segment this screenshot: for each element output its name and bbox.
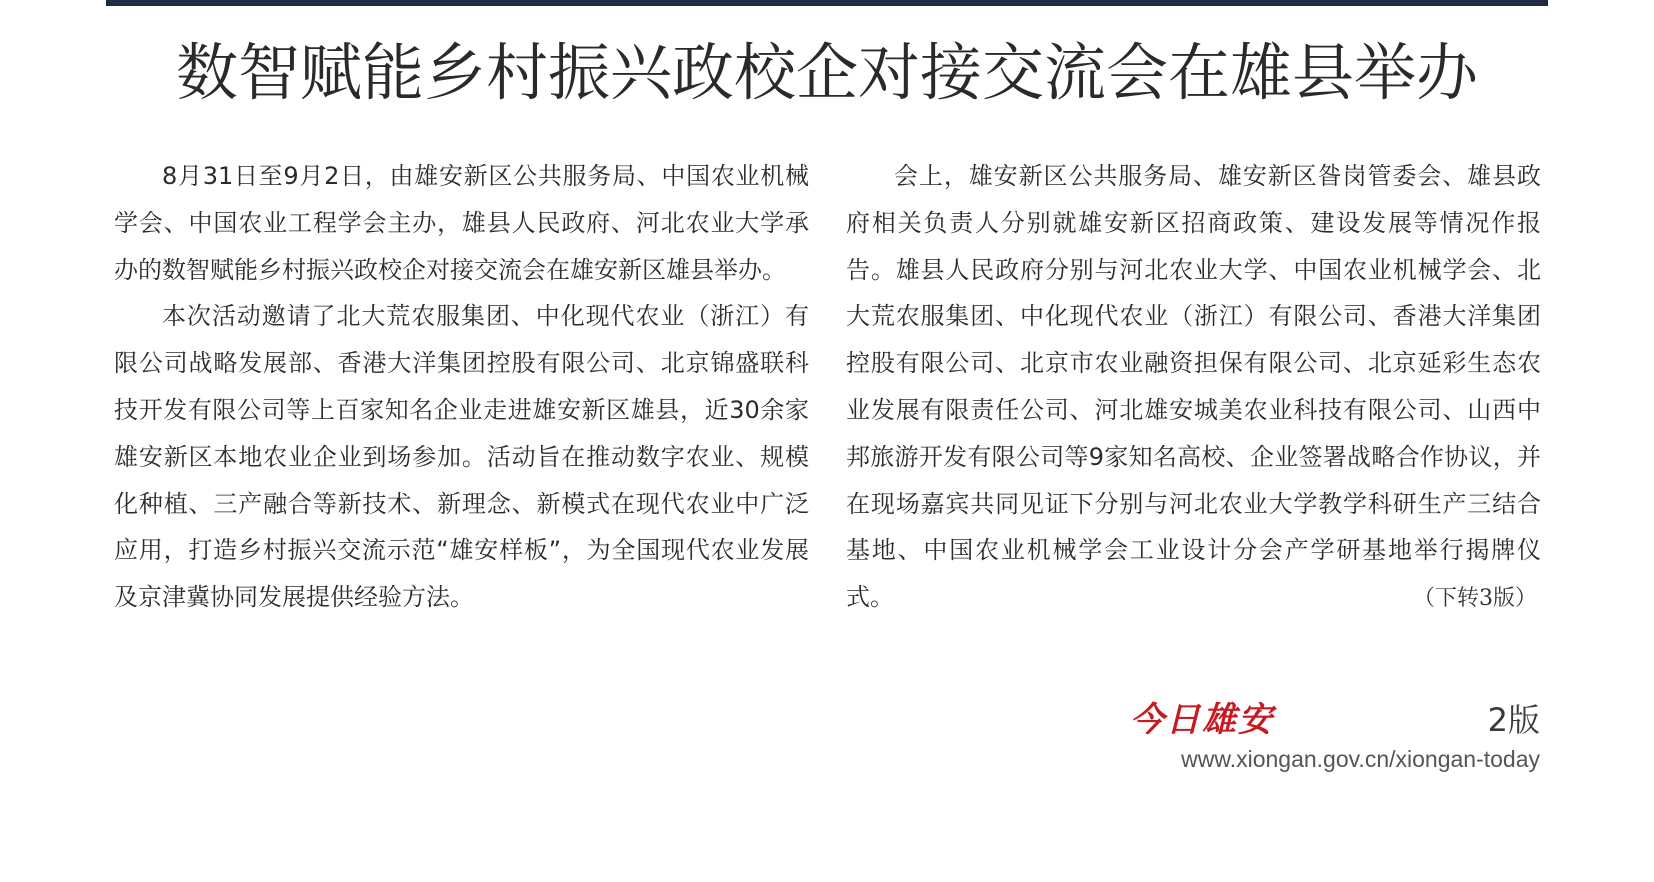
paragraph-1: 8月31日至9月2日，由雄安新区公共服务局、中国农业机械学会、中国农业工程学会主办，雄县人民政府、河北农业大学承办的数智赋能乡村振兴政校企对接交流会在雄安新区雄县举办。	[114, 162, 809, 284]
left-column	[114, 153, 809, 621]
paragraph-3: 会上，雄安新区公共服务局、雄安新区昝岗管委会、雄县政府相关负责人分别就雄安新区招商政策、建设发展等情况作报告。雄县人民政府分别与河北农业大学、中国农业机械学会、北大荒农服集团、中化现代农业（浙江）有限公司、香港大洋集团控股有限公司、北京市农业融资担保有限公司、北京延彩生态农业发展有限责任公司、河北雄安城美农业科技有限公司、山西中邦旅游开发有限公司等9家知名高校、企业签署战略合作协议，并在现场嘉宾共同见证下分别与河北农业大学教学科研生产三结合基地、中国农业机械学会工业设计分会产学研基地举行揭牌仪式。	[846, 162, 1541, 612]
continued-note: （下转3版）	[1413, 585, 1537, 611]
top-rule	[106, 0, 1548, 6]
newspaper-brand: 今日雄安	[1130, 700, 1274, 740]
paragraph-2: 本次活动邀请了北大荒农服集团、中化现代农业（浙江）有限公司战略发展部、香港大洋集团控股有限公司、北京锦盛联科技开发有限公司等上百家知名企业走进雄安新区雄县，近30余家雄安新区本地农业企业到场参加。活动旨在推动数字农业、规模化种植、三产融合等新技术、新理念、新模式在现代农业中广泛应用，打造乡村振兴交流示范“雄安样板”，为全国现代农业发展及京津冀协同发展提供经验方法。	[114, 302, 809, 612]
right-column	[846, 153, 1541, 611]
website-url: www.xiongan.gov.cn/xiongan-today	[1181, 746, 1540, 772]
edition-number: 2版	[1487, 701, 1540, 739]
article-headline: 数智赋能乡村振兴政校企对接交流会在雄县举办	[175, 36, 1478, 109]
